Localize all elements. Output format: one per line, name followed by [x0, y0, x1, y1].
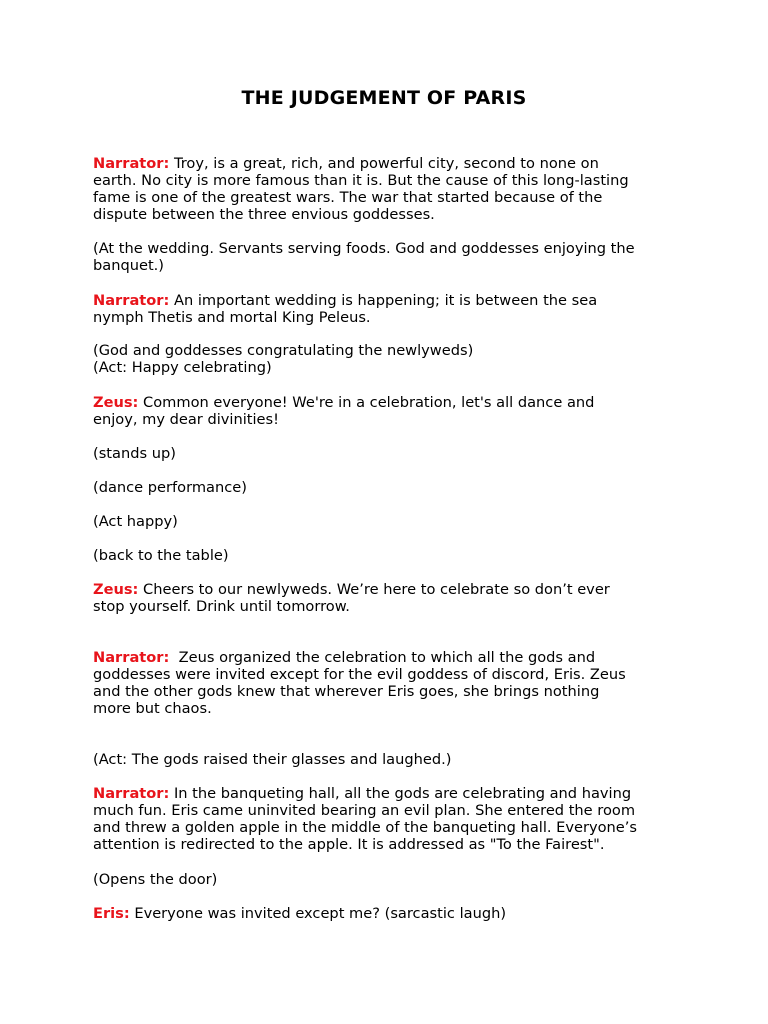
text-line: (Opens the door) — [93, 871, 218, 888]
dialogue-paragraph — [93, 785, 683, 853]
text-line: more but chaos. — [93, 700, 212, 717]
dialogue-paragraph — [93, 394, 683, 428]
text-line: enjoy, my dear divinities! — [93, 411, 279, 428]
text-line: attention is redirected to the apple. It is addressed as "To the Fairest". — [93, 836, 605, 853]
dialogue-paragraph — [93, 581, 683, 615]
stage-direction — [93, 751, 683, 768]
text-line: and threw a golden apple in the middle of the banqueting hall. Everyone’s — [93, 819, 638, 836]
text-line: and the other gods knew that wherever Eris goes, she brings nothing — [93, 683, 600, 700]
speaker-name: Eris: — [93, 905, 130, 922]
text-line — [93, 155, 683, 172]
text-line — [93, 649, 683, 666]
text-line: (Act: The gods raised their glasses and laughed.) — [93, 751, 452, 768]
text-line: much fun. Eris came uninvited bearing an evil plan. She entered the room — [93, 802, 636, 819]
speaker-name: Narrator: — [93, 785, 170, 802]
dialogue-text: Cheers to our newlyweds. We’re here to celebrate so don’t ever — [138, 581, 610, 598]
text-line: (Act: Happy celebrating) — [93, 359, 272, 376]
text-line: (back to the table) — [93, 547, 229, 564]
stage-direction — [93, 342, 683, 376]
stage-direction — [93, 445, 683, 462]
text-line: nymph Thetis and mortal King Peleus. — [93, 309, 371, 326]
dialogue-text: Zeus organized the celebration to which all the gods and — [169, 649, 596, 666]
speaker-name: Narrator: — [93, 292, 170, 309]
speaker-name: Zeus: — [93, 581, 139, 598]
dialogue-text: In the banqueting hall, all the gods are celebrating and having — [169, 785, 632, 802]
stage-direction — [93, 513, 683, 530]
text-line — [93, 394, 683, 411]
text-line — [93, 292, 683, 309]
stage-direction — [93, 479, 683, 496]
text-line — [93, 581, 683, 598]
text-line: earth. No city is more famous than it is. But the cause of this long-lasting — [93, 172, 629, 189]
stage-direction — [93, 547, 683, 564]
dialogue-text: Common everyone! We're in a celebration, let's all dance and — [138, 394, 595, 411]
stage-direction — [93, 240, 683, 274]
dialogue-text: An important wedding is happening; it is between the sea — [169, 292, 598, 309]
dialogue-text: Troy, is a great, rich, and powerful city, second to none on — [169, 155, 599, 172]
text-line: dispute between the three envious goddesses. — [93, 206, 435, 223]
text-line: (dance performance) — [93, 479, 247, 496]
text-line: fame is one of the greatest wars. The war that started because of the — [93, 189, 603, 206]
speaker-name: Narrator: — [93, 155, 170, 172]
text-line: (Act happy) — [93, 513, 178, 530]
dialogue-text: Everyone was invited except me? (sarcastic laugh) — [129, 905, 507, 922]
dialogue-paragraph — [93, 649, 683, 717]
text-line: goddesses were invited except for the evil goddess of discord, Eris. Zeus — [93, 666, 626, 683]
text-line: stop yourself. Drink until tomorrow. — [93, 598, 350, 615]
dialogue-paragraph — [93, 905, 683, 922]
speaker-name: Zeus: — [93, 394, 139, 411]
text-line — [93, 785, 683, 802]
speaker-name: Narrator: — [93, 649, 170, 666]
stage-direction — [93, 871, 683, 888]
dialogue-paragraph — [93, 292, 683, 326]
text-line: (God and goddesses congratulating the newlyweds) — [93, 342, 474, 359]
text-line: (At the wedding. Servants serving foods. God and goddesses enjoying the — [93, 240, 635, 257]
document-title: THE JUDGEMENT OF PARIS — [241, 87, 527, 109]
text-line: banquet.) — [93, 257, 165, 274]
text-line — [93, 905, 683, 922]
text-line: (stands up) — [93, 445, 176, 462]
dialogue-paragraph — [93, 155, 683, 223]
